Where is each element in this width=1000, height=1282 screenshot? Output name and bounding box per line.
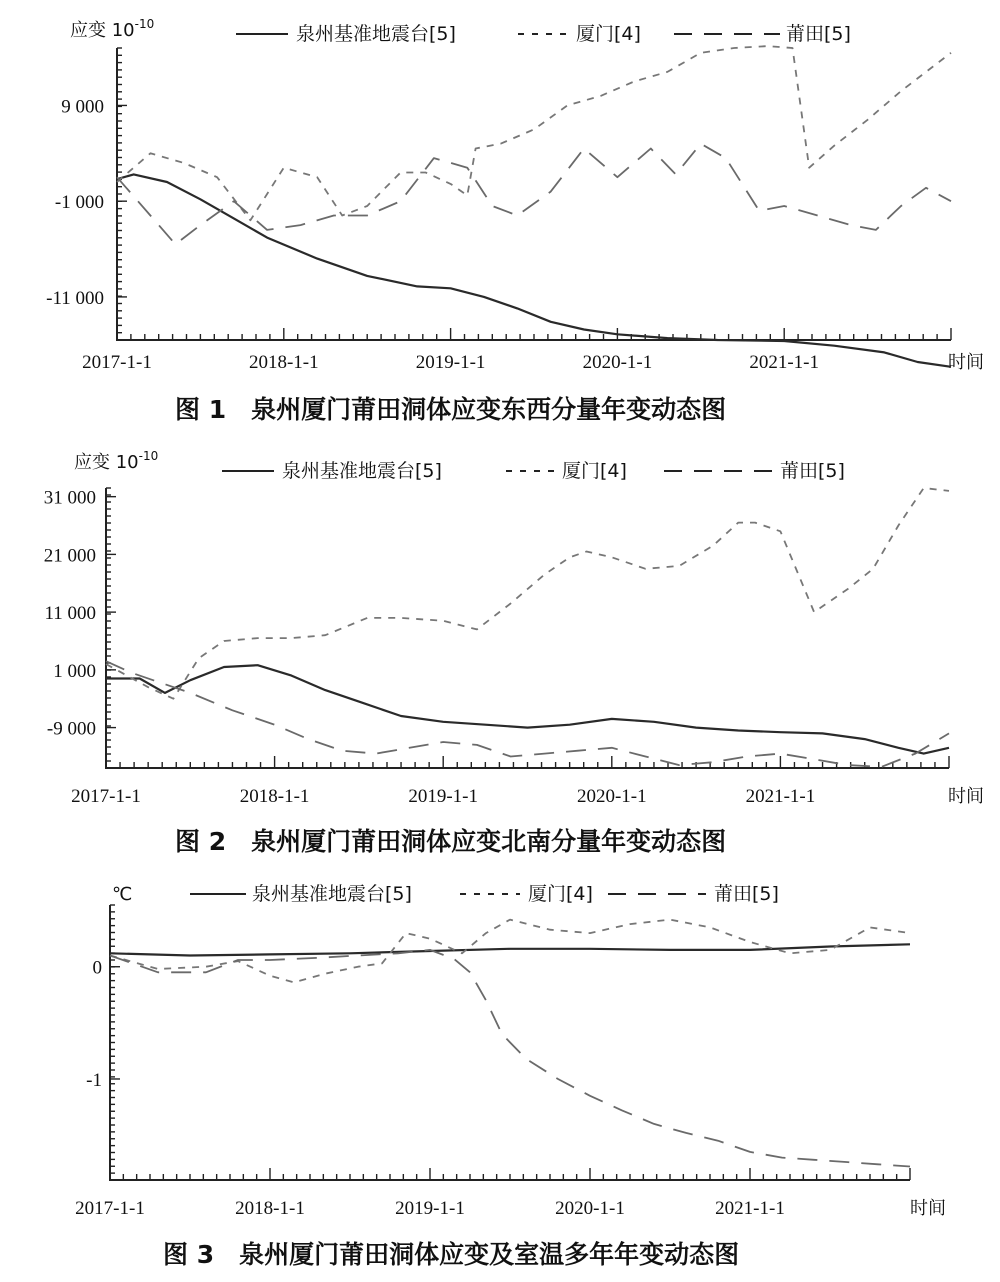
y-axis-label: 应变 $10^{-10}$: [74, 449, 159, 473]
legend-label: 泉州基准地震台[5]: [252, 883, 412, 905]
x-tick-label: 2021-1-1: [749, 352, 820, 373]
figure-caption: 图 1 泉州厦门莆田洞体应变东西分量年变动态图: [175, 395, 727, 424]
x-tick-label: 2018-1-1: [248, 352, 319, 373]
figure-caption: 图 2 泉州厦门莆田洞体应变北南分量年变动态图: [175, 827, 727, 856]
y-tick-label: 9 000: [61, 96, 104, 118]
y-tick-label: 21 000: [43, 545, 96, 567]
chart-2-axes: [106, 488, 949, 768]
figure-caption: 图 3 泉州厦门莆田洞体应变及室温多年年变动态图: [163, 1240, 740, 1269]
series-line-3: [106, 661, 949, 767]
legend-label: 泉州基准地震台[5]: [282, 460, 442, 482]
y-tick-label: 1 000: [53, 660, 96, 682]
x-tick-label: 2019-1-1: [408, 786, 479, 807]
y-tick-label: -1: [86, 1069, 102, 1091]
x-tick-label: 2020-1-1: [582, 352, 653, 373]
series-line-3: [110, 950, 910, 1167]
x-tick-label: 2018-1-1: [239, 786, 310, 807]
legend-label: 厦门[4]: [576, 23, 641, 45]
x-tick-label: 2020-1-1: [576, 786, 647, 807]
legend-label: 莆田[5]: [780, 460, 845, 482]
x-tick-label: 2017-1-1: [71, 786, 141, 807]
x-axis-label: 时间: [948, 786, 984, 807]
chart-1: [46, 17, 984, 424]
x-tick-label: 2017-1-1: [75, 1198, 145, 1219]
chart-1-axes: [117, 48, 951, 340]
x-tick-label: 2020-1-1: [555, 1198, 625, 1219]
x-tick-label: 2021-1-1: [745, 786, 816, 807]
legend-label: 莆田[5]: [714, 883, 779, 905]
series-line-2: [117, 46, 951, 220]
y-tick-label: 11 000: [44, 603, 96, 625]
series-line-3: [117, 144, 951, 245]
legend-label: 莆田[5]: [786, 23, 851, 45]
series-line-2: [110, 920, 910, 983]
series-line-1: [110, 944, 910, 955]
y-tick-label: 31 000: [43, 487, 96, 509]
y-tick-label: -1 000: [54, 192, 104, 214]
chart-3: [75, 883, 946, 1269]
y-tick-label: -11 000: [46, 287, 104, 309]
y-axis-label-exponent: -10: [134, 17, 155, 31]
chart-2: [44, 449, 984, 856]
y-tick-label: -9 000: [46, 718, 96, 740]
x-axis-label: 时间: [948, 352, 984, 373]
y-axis-label: 应变 $10^{-10}$: [70, 17, 155, 41]
x-axis-label: 时间: [910, 1198, 946, 1219]
legend-label: 厦门[4]: [562, 460, 627, 482]
legend-label: 厦门[4]: [528, 883, 593, 905]
x-tick-label: 2021-1-1: [715, 1198, 785, 1219]
x-tick-label: 2019-1-1: [415, 352, 486, 373]
legend-label: 泉州基准地震台[5]: [296, 23, 456, 45]
x-tick-label: 2019-1-1: [395, 1198, 465, 1219]
y-tick-label: 0: [92, 957, 102, 979]
y-axis-label: ℃: [112, 884, 133, 905]
x-tick-label: 2018-1-1: [235, 1198, 305, 1219]
x-tick-label: 2017-1-1: [82, 352, 152, 373]
y-axis-label-exponent: -10: [138, 449, 159, 463]
